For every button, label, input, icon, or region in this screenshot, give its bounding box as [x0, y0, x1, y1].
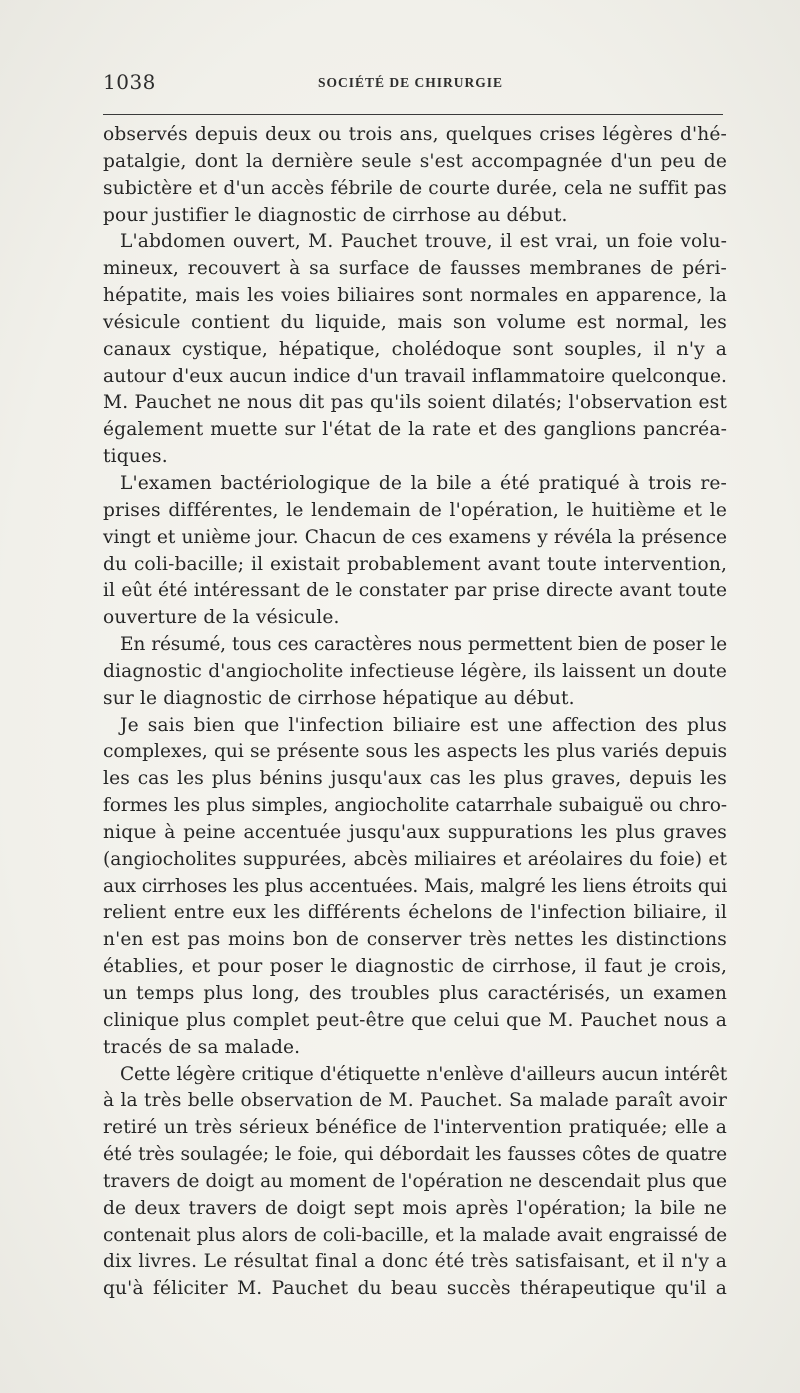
- running-head: SOCIÉTÉ DE CHIRURGIE: [318, 75, 504, 90]
- text-line: diagnostic d'angiocholite infectieuse légère, ils laissent un doute: [103, 660, 727, 682]
- text-line: subictère et d'un accès fébrile de courte durée, cela ne suffit pas: [103, 177, 727, 199]
- text-line: M. Pauchet ne nous dit pas qu'ils soient dilatés; l'observation est: [103, 392, 727, 414]
- text-line: tracés de sa malade.: [103, 1036, 301, 1058]
- text-line: dix livres. Le résultat final a donc été très satisfaisant, et il n'y a: [103, 1251, 727, 1273]
- text-line: vingt et unième jour. Chacun de ces examens y révéla la présence: [103, 526, 727, 548]
- text-line: L'abdomen ouvert, M. Pauchet trouve, il est vrai, un foie volu-: [120, 231, 727, 253]
- text-line: L'examen bactériologique de la bile a été pratiqué à trois re-: [120, 472, 727, 494]
- text-line: qu'à féliciter M. Pauchet du beau succès thérapeutique qu'il a: [103, 1278, 727, 1300]
- text-line: sur le diagnostic de cirrhose hépatique au début.: [103, 687, 575, 709]
- text-line: (angiocholites suppurées, abcès miliaires et aréolaires du foie) et: [103, 848, 727, 870]
- text-line: mineux, recouvert à sa surface de fausses membranes de péri-: [103, 258, 727, 280]
- page-header: [103, 70, 723, 98]
- text-line: aux cirrhoses les plus accentuées. Mais, malgré les liens étroits qui: [103, 875, 727, 897]
- text-line: relient entre eux les différents échelons de l'infection biliaire, il: [103, 902, 727, 924]
- text-line: du coli-bacille; il existait probablement avant toute intervention,: [103, 553, 727, 575]
- text-line: prises différentes, le lendemain de l'opération, le huitième et le: [103, 499, 727, 521]
- text-line: de deux travers de doigt sept mois après l'opération; la bile ne: [103, 1197, 727, 1219]
- text-line: tiques.: [103, 446, 168, 468]
- paragraph: [103, 229, 727, 471]
- text-line: complexes, qui se présente sous les aspects les plus variés depuis: [103, 741, 727, 763]
- text-line: vésicule contient du liquide, mais son volume est normal, les: [103, 311, 727, 333]
- text-line: été très soulagée; le foie, qui débordait les fausses côtes de quatre: [103, 1144, 727, 1166]
- text-line: Je sais bien que l'infection biliaire est une affection des plus: [120, 714, 727, 736]
- text-line: établies, et pour poser le diagnostic de cirrhose, il faut je crois,: [103, 956, 727, 978]
- text-line: nique à peine accentuée jusqu'aux suppurations les plus graves: [103, 821, 727, 843]
- text-line: les cas les plus bénins jusqu'aux cas les plus graves, depuis les: [103, 768, 727, 790]
- text-line: un temps plus long, des troubles plus caractérisés, un examen: [103, 983, 727, 1004]
- paragraph: [103, 122, 727, 229]
- text-line: travers de doigt au moment de l'opération ne descendait plus que: [103, 1170, 727, 1192]
- text-line: autour d'eux aucun indice d'un travail inflammatoire quelconque.: [103, 365, 727, 387]
- text-line: canaux cystique, hépatique, cholédoque sont souples, il n'y a: [103, 338, 727, 360]
- body-text: [103, 122, 727, 1303]
- header-rule: [103, 114, 723, 115]
- paragraph: [103, 1062, 727, 1304]
- text-line: à la très belle observation de M. Pauchet. Sa malade paraît avoir: [103, 1090, 727, 1112]
- text-line: En résumé, tous ces caractères nous permettent bien de poser le: [120, 634, 727, 656]
- text-line: contenait plus alors de coli-bacille, et la malade avait engraissé de: [103, 1224, 727, 1246]
- text-line: patalgie, dont la dernière seule s'est accompagnée d'un peu de: [103, 150, 727, 172]
- text-line: hépatite, mais les voies biliaires sont normales en apparence, la: [103, 285, 727, 307]
- text-line: ouverture de la vésicule.: [103, 607, 340, 629]
- text-line: Cette légère critique d'étiquette n'enlève d'ailleurs aucun intérêt: [120, 1063, 727, 1085]
- text-line: également muette sur l'état de la rate et des ganglions pancréa-: [103, 419, 727, 441]
- text-line: retiré un très sérieux bénéfice de l'intervention pratiquée; elle a: [103, 1117, 727, 1139]
- text-line: clinique plus complet peut-être que celui que M. Pauchet nous a: [103, 1009, 727, 1031]
- text-line: pour justifier le diagnostic de cirrhose au début.: [103, 204, 568, 226]
- text-line: il eût été intéressant de le constater par prise directe avant toute: [103, 580, 727, 602]
- paragraph: [103, 713, 727, 1062]
- text-line: observés depuis deux ou trois ans, quelques crises légères d'hé-: [103, 124, 727, 145]
- paragraph: [103, 471, 727, 632]
- text-line: n'en est pas moins bon de conserver très nettes les distinctions: [103, 929, 727, 951]
- paragraph: [103, 632, 727, 713]
- text-line: formes les plus simples, angiocholite catarrhale subaiguë ou chro-: [103, 795, 727, 817]
- page-number: 1038: [103, 70, 156, 94]
